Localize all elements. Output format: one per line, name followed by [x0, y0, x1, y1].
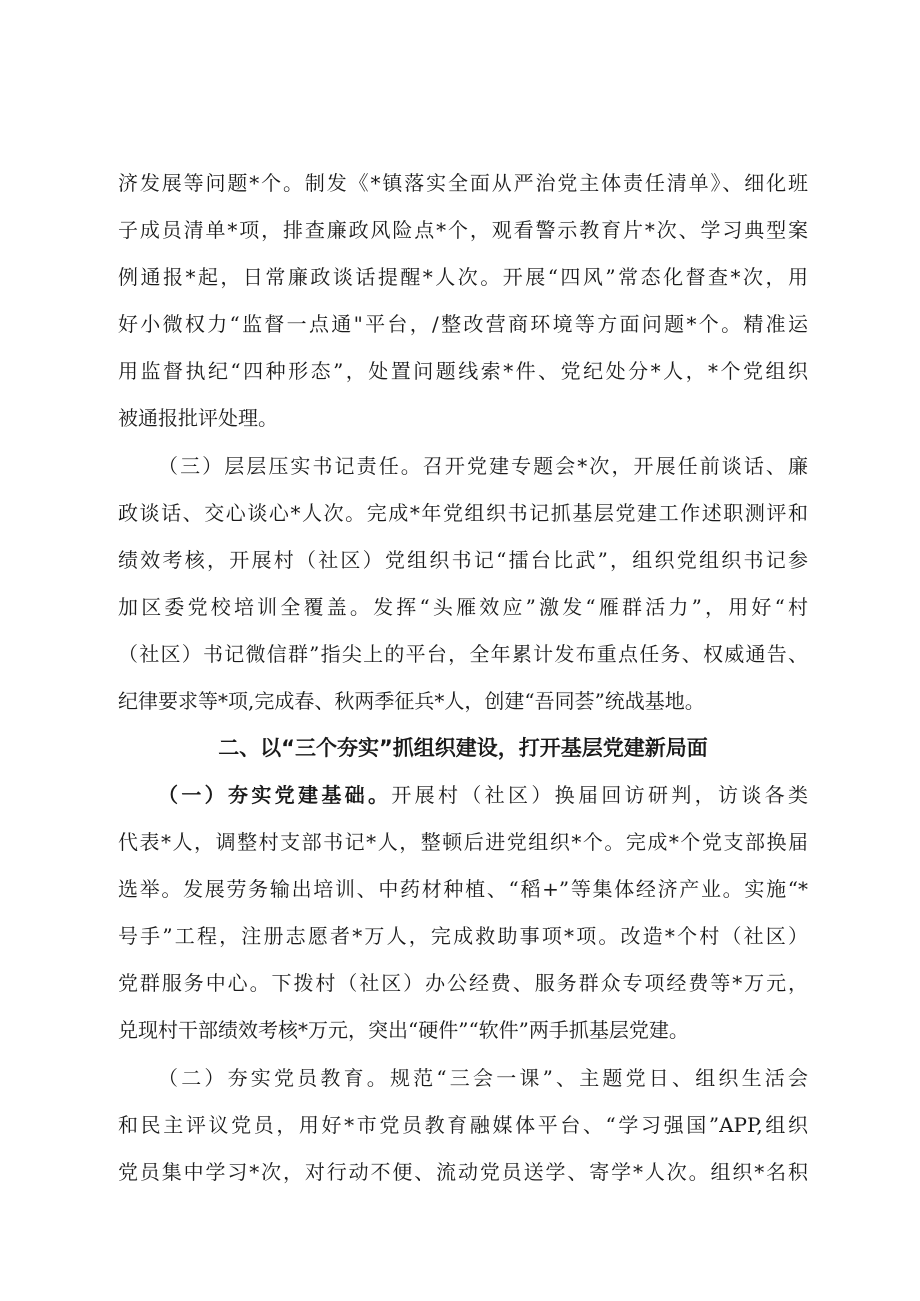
text-line: 绩效考核，开展村（社区）党组织书记“擂台比武”，组织党组织书记参 [118, 548, 808, 572]
text-line: 党员集中学习*次，对行动不便、流动党员送学、寄学*人次。组织*名积 [118, 1160, 808, 1184]
text-line: 被通报批评处理。 [118, 406, 278, 430]
text-line: （三）层层压实书记责任。召开党建专题会*次，开展任前谈话、廉 [158, 454, 808, 478]
text-line: 党群服务中心。下拨村（社区）办公经费、服务群众专项经费等*万元， [118, 971, 808, 995]
text-line [158, 778, 808, 812]
text-line: 代表*人，调整村支部书记*人，整顿后进党组织*个。完成*个党支部换届 [118, 830, 808, 854]
text-line: 兑现村干部绩效考核*万元，突出“硬件”“软件”两手抓基层党建。 [118, 1018, 689, 1042]
text-line: 和民主评议党员，用好*市党员教育融媒体平台、“学习强国”APP,组织 [118, 1113, 808, 1137]
section-heading: 二、以“三个夯实”抓组织建设，打开基层党建新局面 [218, 736, 708, 760]
text-line: 例通报*起，日常廉政谈话提醒*人次。开展“四风”常态化督查*次，用 [118, 265, 808, 289]
text-line: 子成员清单*项，排查廉政风险点*个，观看警示教育片*次、学习典型案 [118, 218, 808, 242]
text-span: 开展村（社区）换届回访研判，访谈各类 [391, 783, 808, 807]
text-line: （社区）书记微信群”指尖上的平台，全年累计发布重点任务、权威通告、 [118, 642, 808, 666]
text-line: 号手”工程，注册志愿者*万人，完成救助事项*项。改造*个村（社区） [118, 924, 808, 948]
text-line: 加区委党校培训全覆盖。发挥“头雁效应”激发“雁群活力”，用好“村 [118, 595, 808, 619]
text-line: （二）夯实党员教育。规范“三会一课”、主题党日、组织生活会 [158, 1066, 808, 1090]
text-line: 纪律要求等*项,完成春、秋两季征兵*人，创建“吾同荟”统战基地。 [118, 689, 705, 713]
text-line: 选举。发展劳务输出培训、中药材种植、“稻+”等集体经济产业。实施“* [118, 877, 808, 901]
text-line: 用监督执纪“四种形态”，处置问题线索*件、党纪处分*人，*个党组织 [118, 359, 808, 383]
text-line: 政谈话、交心谈心*人次。完成*年党组织书记抓基层党建工作述职测评和 [118, 501, 808, 525]
text-line: 好小微权力“监督一点通"平台，/整改营商环境等方面问题*个。精准运 [118, 312, 808, 336]
text-line: 济发展等问题*个。制发《*镇落实全面从严治党主体责任清单》、细化班 [118, 171, 808, 195]
paragraph-lead: （一）夯实党建基础。 [158, 783, 392, 807]
